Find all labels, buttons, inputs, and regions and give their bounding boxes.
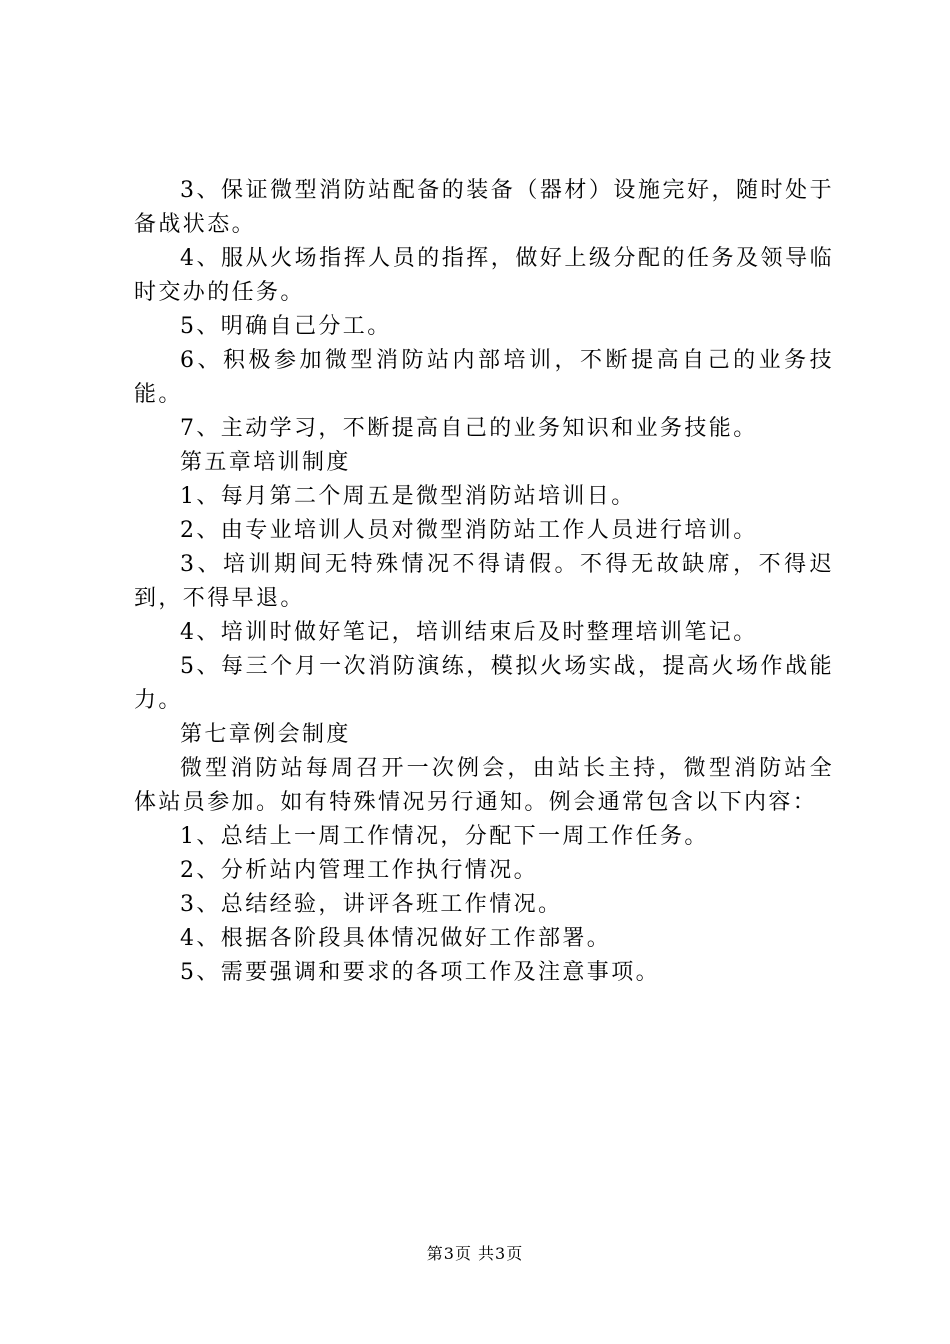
paragraph: 5、每三个月一次消防演练，模拟火场实战，提高火场作战能力。 [134, 654, 834, 713]
paragraph: 1、每月第二个周五是微型消防站培训日。 [180, 484, 636, 509]
paragraph: 1、总结上一周工作情况，分配下一周工作任务。 [180, 824, 709, 849]
chapter-heading: 第五章培训制度 [180, 450, 351, 475]
paragraph: 4、服从火场指挥人员的指挥，做好上级分配的任务及领导临时交办的任务。 [134, 246, 834, 305]
paragraph: 3、保证微型消防站配备的装备（器材）设施完好，随时处于备战状态。 [134, 178, 834, 237]
document-body [134, 174, 834, 990]
paragraph: 7、主动学习，不断提高自己的业务知识和业务技能。 [180, 416, 758, 441]
paragraph: 2、分析站内管理工作执行情况。 [180, 858, 538, 883]
paragraph: 3、总结经验，讲评各班工作情况。 [180, 892, 563, 917]
paragraph: 4、培训时做好笔记，培训结束后及时整理培训笔记。 [180, 620, 758, 645]
paragraph: 5、需要强调和要求的各项工作及注意事项。 [180, 960, 660, 985]
page-number-footer: 第3页 共3页 [426, 1244, 524, 1263]
paragraph: 5、明确自己分工。 [180, 314, 392, 339]
paragraph: 6、积极参加微型消防站内部培训，不断提高自己的业务技能。 [134, 348, 834, 407]
paragraph: 4、根据各阶段具体情况做好工作部署。 [180, 926, 612, 951]
paragraph: 2、由专业培训人员对微型消防站工作人员进行培训。 [180, 518, 758, 543]
paragraph: 3、培训期间无特殊情况不得请假。不得无故缺席，不得迟到，不得早退。 [134, 552, 834, 611]
chapter-heading: 第七章例会制度 [180, 722, 351, 747]
paragraph: 微型消防站每周召开一次例会，由站长主持，微型消防站全体站员参加。如有特殊情况另行通知。例会通常包含以下内容： [134, 756, 834, 815]
